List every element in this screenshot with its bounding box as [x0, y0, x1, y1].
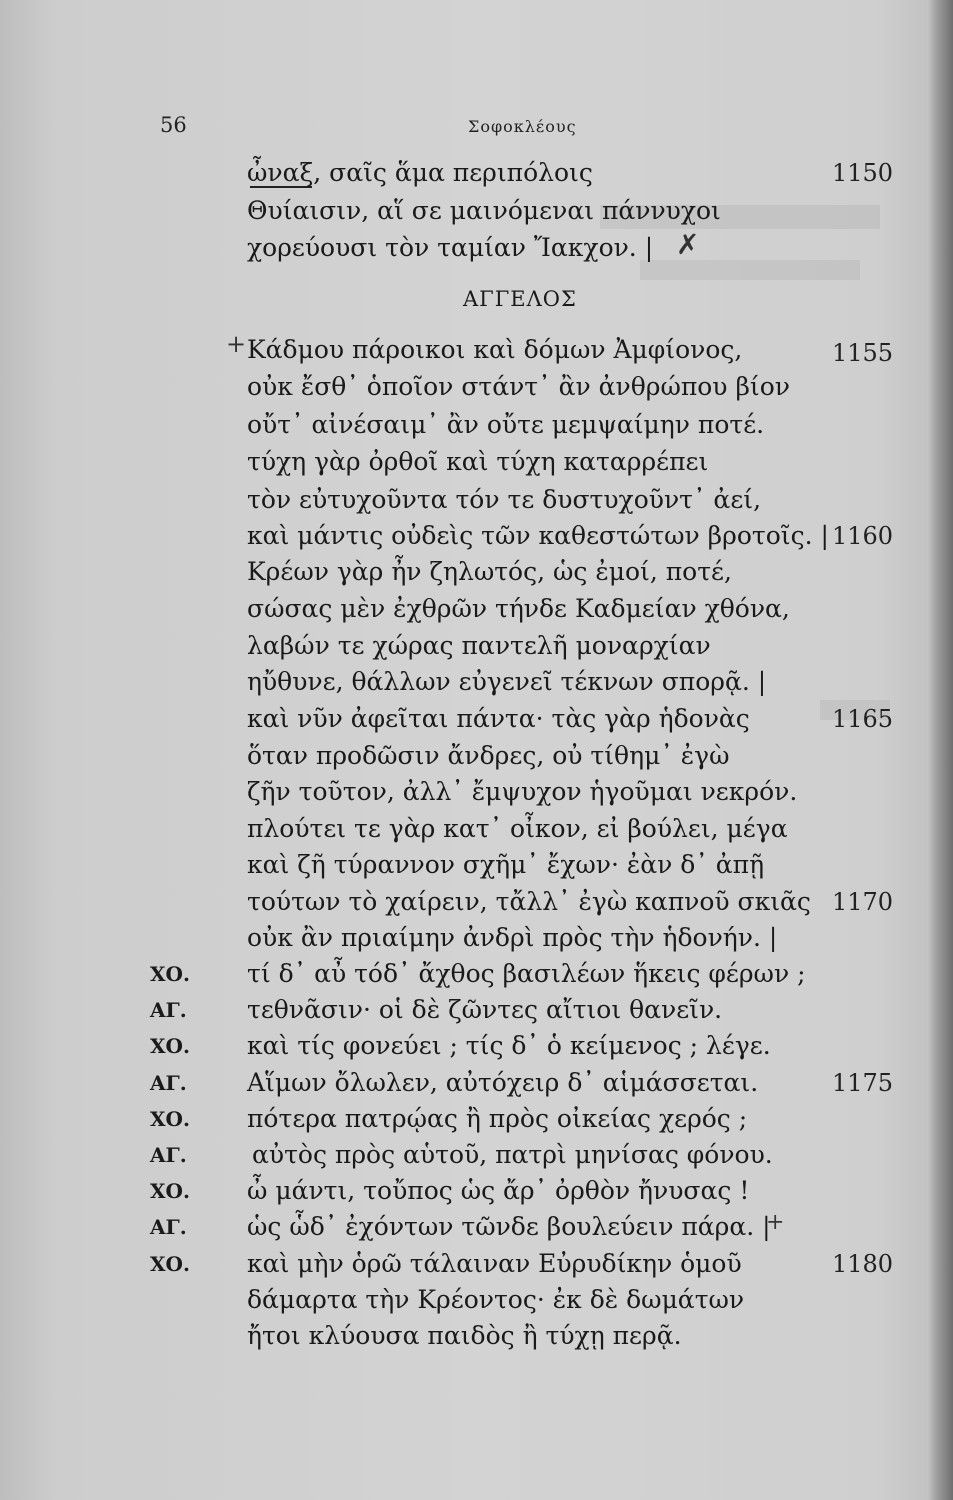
verse-line: ὦναξ, σαῖς ἅμα περιπόλοις: [247, 158, 593, 187]
line-number: 1175: [832, 1069, 894, 1097]
verse-line: καὶ τίς φονεύει ; τίς δ᾽ ὁ κείμενος ; λέγε.: [247, 1031, 771, 1060]
verse-line: Κρέων γὰρ ἦν ζηλωτός, ὡς ἐμοί, ποτέ,: [247, 557, 732, 586]
verse-line: αὐτὸς πρὸς αὑτοῦ, πατρὶ μηνίσας φόνου.: [252, 1140, 773, 1169]
speaker-heading: ΑΓΓΕΛΟΣ: [463, 287, 577, 311]
verse-line: καὶ ζῆ τύραννον σχῆμ᾽ ἔχων· ἐὰν δ᾽ ἀπῇ: [247, 850, 765, 879]
speaker-label: ΧΟ.: [150, 1252, 190, 1276]
verse-line: ζῆν τοῦτον, ἀλλ᾽ ἔμψυχον ἡγοῦμαι νεκρόν.: [247, 777, 798, 806]
verse-line: δάμαρτα τὴν Κρέοντος· ἐκ δὲ δωμάτων: [247, 1285, 745, 1314]
verse-line: λαβών τε χώρας παντελῆ μοναρχίαν: [247, 631, 711, 660]
speaker-label: ΑΓ.: [150, 1143, 187, 1167]
line-number: 1160: [832, 522, 894, 550]
book-spine-shadow: [927, 0, 953, 1500]
verse-line: τύχη γὰρ ὀρθοῖ καὶ τύχη καταρρέπει: [247, 447, 709, 476]
line-number: 1165: [832, 705, 894, 733]
verse-line: ἤτοι κλύουσα παιδὸς ἢ τύχῃ περᾷ.: [247, 1321, 682, 1350]
verse-line: τεθνᾶσιν· οἱ δὲ ζῶντες αἴτιοι θανεῖν.: [247, 995, 723, 1024]
verse-line: οὔτ᾽ αἰνέσαιμ᾽ ἂν οὔτε μεμψαίμην ποτέ.: [247, 410, 765, 439]
verse-line: σώσας μὲν ἐχθρῶν τήνδε Καδμείαν χθόνα,: [247, 594, 790, 623]
running-title: Σοφοκλέους: [468, 117, 577, 136]
speaker-label: ΑΓ.: [150, 998, 187, 1022]
verse-line: τὸν εὐτυχοῦντα τόν τε δυστυχοῦντ᾽ ἀεί,: [247, 485, 762, 514]
pencil-plus-mark: +: [766, 1210, 785, 1235]
verse-line: χορεύουσι τὸν ταμίαν Ἴακχον. |: [247, 233, 654, 262]
line-number: 1180: [832, 1250, 894, 1278]
show-through-shadow: [640, 260, 860, 280]
verse-line: καὶ μάντις οὐδεὶς τῶν καθεστώτων βροτοῖς. |: [247, 521, 829, 550]
speaker-label: ΧΟ.: [150, 1034, 190, 1058]
speaker-label: ΧΟ.: [150, 962, 190, 986]
speaker-label: ΑΓ.: [150, 1215, 187, 1239]
pencil-plus-mark: +: [226, 330, 247, 358]
pencil-cross-mark: ✗: [676, 228, 700, 261]
page-number: 56: [160, 113, 187, 137]
verse-line: Θυίαισιν, αἵ σε μαινόμεναι πάννυχοι: [247, 196, 721, 225]
verse-line: Αἵμων ὄλωλεν, αὐτόχειρ δ᾽ αἱμάσσεται.: [247, 1068, 759, 1097]
verse-line: ὅταν προδῶσιν ἄνδρες, οὐ τίθημ᾽ ἐγὼ: [247, 741, 730, 770]
line-number: 1155: [832, 339, 894, 367]
verse-line: Κάδμου πάροικοι καὶ δόμων Ἀμφίονος,: [247, 335, 743, 364]
verse-line: καὶ μὴν ὁρῶ τάλαιναν Εὐρυδίκην ὁμοῦ: [247, 1249, 742, 1278]
verse-line: ηὔθυνε, θάλλων εὐγενεῖ τέκνων σπορᾷ. |: [247, 667, 767, 696]
verse-line: τούτων τὸ χαίρειν, τἄλλ᾽ ἐγὼ καπνοῦ σκιᾶς: [247, 887, 811, 916]
verse-line: πλούτει τε γὰρ κατ᾽ οἶκον, εἰ βούλει, μέγα: [247, 814, 788, 843]
verse-line: οὐκ ἂν πριαίμην ἀνδρὶ πρὸς τὴν ἡδονήν. |: [247, 923, 778, 952]
speaker-label: ΧΟ.: [150, 1107, 190, 1131]
verse-line: πότερα πατρῴας ἢ πρὸς οἰκείας χερός ;: [247, 1104, 748, 1133]
verse-line: ὡς ὧδ᾽ ἐχόντων τῶνδε βουλεύειν πάρα. |: [247, 1212, 771, 1241]
verse-line: τί δ᾽ αὖ τόδ᾽ ἄχθος βασιλέων ἥκεις φέρων ;: [247, 959, 806, 988]
verse-line: ὦ μάντι, τοὔπος ὡς ἄρ᾽ ὀρθὸν ἤνυσας !: [247, 1176, 750, 1205]
speaker-label: ΧΟ.: [150, 1179, 190, 1203]
verse-line: καὶ νῦν ἀφεῖται πάντα· τὰς γὰρ ἡδονὰς: [247, 704, 750, 733]
line-number: 1170: [832, 888, 894, 916]
line-number: 1150: [832, 159, 894, 187]
verse-line: οὐκ ἔσθ᾽ ὁποῖον στάντ᾽ ἂν ἀνθρώπου βίον: [247, 372, 790, 401]
speaker-label: ΑΓ.: [150, 1071, 187, 1095]
